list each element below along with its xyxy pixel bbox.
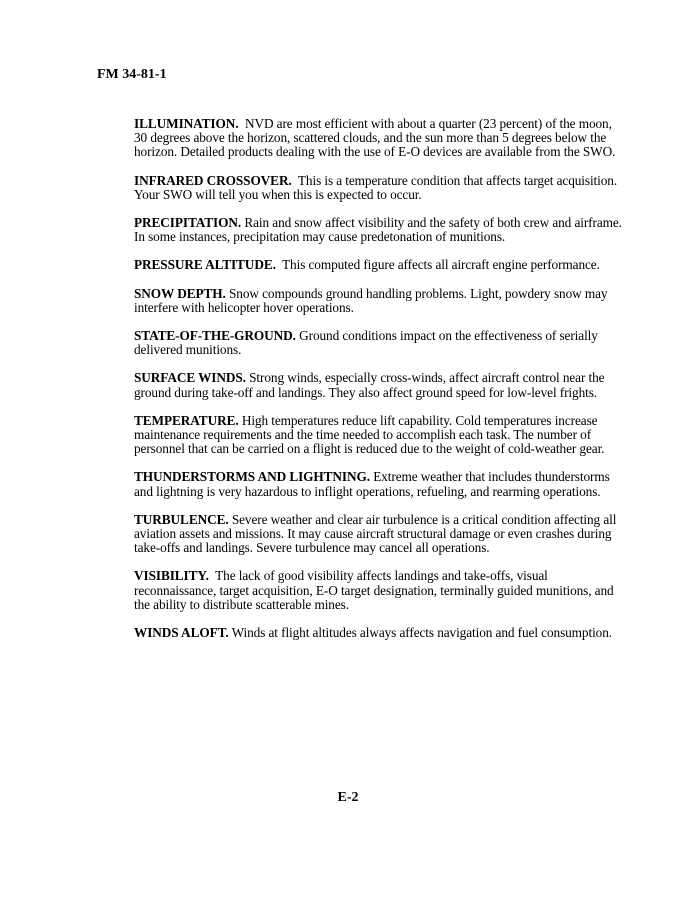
entry-term: ILLUMINATION. bbox=[134, 116, 239, 131]
entries-list bbox=[134, 117, 626, 654]
entry-text: Snow compounds ground handling problems. Light, powdery snow may interfere with helicopter hover operations. bbox=[134, 285, 608, 315]
entry-surface-winds bbox=[134, 371, 626, 399]
entry-snow-depth bbox=[134, 287, 626, 315]
entry-pressure-altitude bbox=[134, 258, 626, 272]
entry-term: TURBULENCE. bbox=[134, 511, 229, 527]
entry-text: Rain and snow affect visibility and the safety of both crew and airframe. In some instances, precipitation may cause predetonation of munitions. bbox=[134, 215, 622, 245]
entry-term: VISIBILITY. bbox=[134, 568, 209, 584]
entry-term: THUNDERSTORMS AND LIGHTNING. bbox=[134, 469, 370, 485]
entry-text: This is a temperature condition that affects target acquisition. Your SWO will tell you when this is expected to occur. bbox=[134, 172, 618, 202]
entry-text: The lack of good visibility affects landings and take-offs, visual reconnaissance, target acquisition, E-O target designation, terminally guided munitions, and the ability to distribute scatterable mines. bbox=[134, 568, 614, 612]
entry-text: Winds at flight altitudes always affects navigation and fuel consumption. bbox=[231, 625, 612, 641]
entry-text: High temperatures reduce lift capability. Cold temperatures increase maintenance requirements and the time needed to accomplish each task. The number of personnel that can be carried on a flight is reduced due to the weight of cold-weather gear. bbox=[134, 412, 605, 457]
entry-state-of-the-ground bbox=[134, 329, 626, 357]
entry-winds-aloft bbox=[134, 626, 626, 640]
entry-term: PRESSURE ALTITUDE. bbox=[134, 257, 276, 273]
page-number: E-2 bbox=[337, 790, 359, 805]
entry-text: Extreme weather that includes thunderstorms and lightning is very hazardous to inflight operations, refueling, and rearming operations. bbox=[134, 469, 610, 499]
entry-text: Strong winds, especially cross-winds, affect aircraft control near the ground during take-off and landings. They also affect ground speed for low-level frights. bbox=[134, 370, 605, 400]
entry-term: WINDS ALOFT. bbox=[134, 625, 229, 641]
entry-term: INFRARED CROSSOVER. bbox=[134, 172, 292, 188]
manual-id-header: FM 34-81-1 bbox=[97, 67, 167, 82]
entry-temperature bbox=[134, 414, 626, 457]
entry-turbulence bbox=[134, 513, 626, 556]
entry-term: SNOW DEPTH. bbox=[134, 285, 226, 301]
entry-illumination bbox=[134, 117, 626, 160]
entry-text: Severe weather and clear air turbulence is a critical condition affecting all aviation assets and missions. It may cause aircraft structural damage or even crashes during take-offs and landings. Severe turbulence may cancel all operations. bbox=[134, 511, 617, 556]
entry-precipitation bbox=[134, 216, 626, 244]
entry-thunderstorms-and-lightning bbox=[134, 470, 626, 498]
entry-visibility bbox=[134, 569, 626, 612]
entry-term: STATE-OF-THE-GROUND. bbox=[134, 328, 296, 344]
entry-term: SURFACE WINDS. bbox=[134, 370, 246, 386]
entry-term: PRECIPITATION. bbox=[134, 215, 242, 231]
entry-term: TEMPERATURE. bbox=[134, 412, 239, 428]
entry-text: NVD are most efficient with about a quarter (23 percent) of the moon, 30 degrees above the horizon, scattered clouds, and the sun more than 5 degrees below the horizon. Detailed products dealing with the use of E-O devices are available from the SWO. bbox=[134, 116, 616, 160]
entry-infrared-crossover bbox=[134, 174, 626, 202]
entry-text: This computed figure affects all aircraft engine performance. bbox=[282, 257, 600, 273]
entry-text: Ground conditions impact on the effectiveness of serially delivered munitions. bbox=[134, 328, 598, 358]
